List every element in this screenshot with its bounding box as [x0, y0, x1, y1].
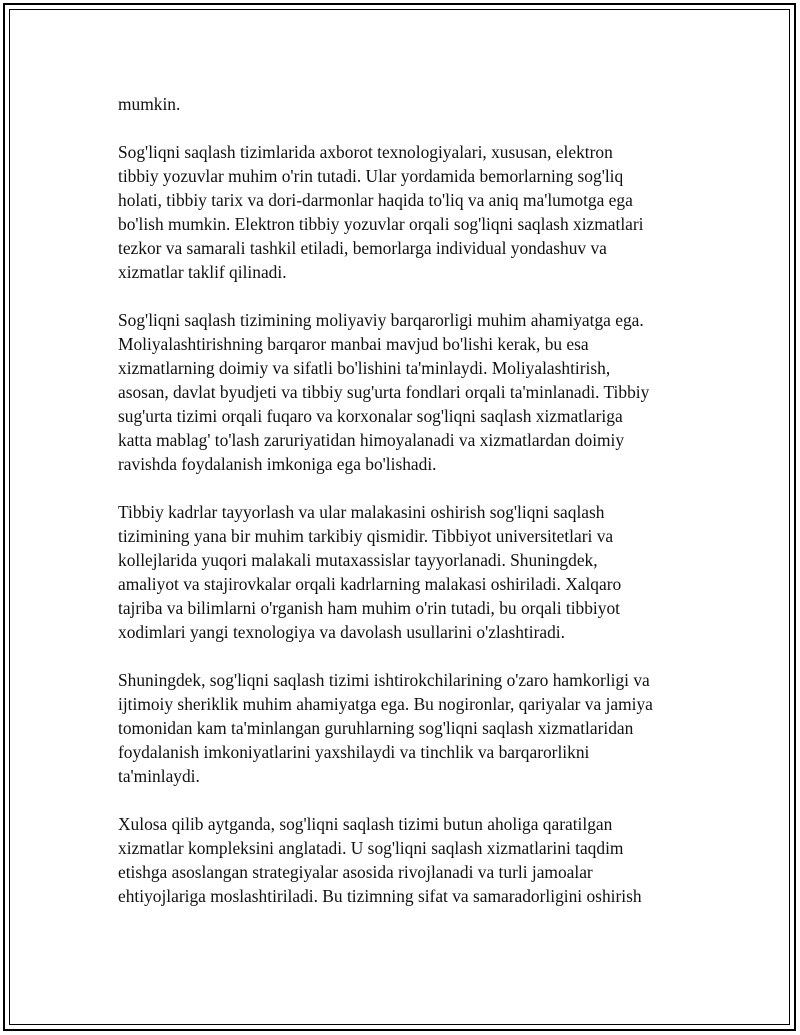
paragraph-3 [118, 308, 718, 476]
text-line: ijtimoiy sheriklik muhim ahamiyatga ega. Bu nogironlar, qariyalar va jamiya [118, 694, 653, 714]
text-line: ta'minlaydi. [118, 766, 200, 786]
text-line: bo'lish mumkin. Elektron tibbiy yozuvlar orqali sog'liqni saqlash xizmatlari [118, 214, 644, 234]
text-line: katta mablag' to'lash zaruriyatidan himoyalanadi va xizmatlardan doimiy [118, 430, 625, 450]
text-line: ravishda foydalanish imkoniga ega bo'lishadi. [118, 454, 437, 474]
text-line: sug'urta tizimi orqali fuqaro va korxonalar sog'liqni saqlash xizmatlariga [118, 406, 623, 426]
text-line: Sog'liqni saqlash tizimlarida axborot texnologiyalari, xususan, elektron [118, 142, 613, 162]
paragraph-4 [118, 500, 718, 644]
text-line: Shuningdek, sog'liqni saqlash tizimi ishtirokchilarining o'zaro hamkorligi va [118, 670, 650, 690]
text-line: Moliyalashtirishning barqaror manbai mavjud bo'lishi kerak, bu esa [118, 334, 589, 354]
text-line: etishga asoslangan strategiyalar asosida rivojlanadi va turli jamoalar [118, 862, 593, 882]
text-line: ehtiyojlariga moslashtiriladi. Bu tizimning sifat va samaradorligini oshirish [118, 886, 642, 906]
paragraph-6 [118, 812, 718, 908]
text-line: Xulosa qilib aytganda, sog'liqni saqlash tizimi butun aholiga qaratilgan [118, 814, 613, 834]
text-line: mumkin. [118, 94, 181, 114]
text-line: Tibbiy kadrlar tayyorlash va ular malakasini oshirish sog'liqni saqlash [118, 502, 605, 522]
text-line: kollejlarida yuqori malakali mutaxassislar tayyorlanadi. Shuningdek, [118, 550, 598, 570]
text-line: tajriba va bilimlarni o'rganish ham muhim o'rin tutadi, bu orqali tibbiyot [118, 598, 620, 618]
text-line: holati, tibbiy tarix va dori-darmonlar haqida to'liq va aniq ma'lumotga ega [118, 190, 633, 210]
paragraph-1 [118, 92, 718, 116]
text-line: xizmatlar kompleksini anglatadi. U sog'liqni saqlash xizmatlarini taqdim [118, 838, 624, 858]
text-line: tezkor va samarali tashkil etiladi, bemorlarga individual yondashuv va [118, 238, 607, 258]
text-line: xodimlari yangi texnologiya va davolash usullarini o'zlashtiradi. [118, 622, 565, 642]
text-line: tizimining yana bir muhim tarkibiy qismidir. Tibbiyot universitetlari va [118, 526, 614, 546]
text-line: foydalanish imkoniyatlarini yaxshilaydi va tinchlik va barqarorlikni [118, 742, 590, 762]
text-line: Sog'liqni saqlash tizimining moliyaviy barqarorligi muhim ahamiyatga ega. [118, 310, 644, 330]
text-line: tomonidan kam ta'minlangan guruhlarning sog'liqni saqlash xizmatlaridan [118, 718, 634, 738]
text-line: tibbiy yozuvlar muhim o'rin tutadi. Ular yordamida bemorlarning sog'liq [118, 166, 624, 186]
text-line: xizmatlar taklif qilinadi. [118, 262, 287, 282]
text-line: amaliyot va stajirovkalar orqali kadrlarning malakasi oshiriladi. Xalqaro [118, 574, 622, 594]
document-body [118, 92, 718, 932]
paragraph-2 [118, 140, 718, 284]
paragraph-5 [118, 668, 718, 788]
text-line: asosan, davlat byudjeti va tibbiy sug'urta fondlari orqali ta'minlanadi. Tibbiy [118, 382, 650, 402]
text-line: xizmatlarning doimiy va sifatli bo'lishini ta'minlaydi. Moliyalashtirish, [118, 358, 611, 378]
